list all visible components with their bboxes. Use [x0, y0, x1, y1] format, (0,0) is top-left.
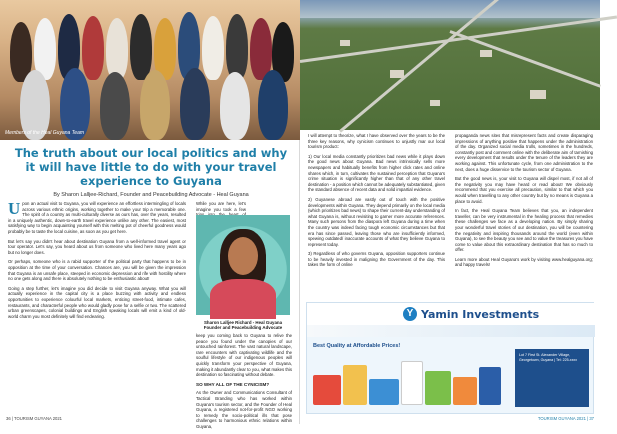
author-portrait: [196, 215, 290, 315]
article-column-2: keep you coming back to Guyana to relive the peace you found under the canopies of our untouched rainforest. The vast natural landscape, rare encounters with captivating wildlife and the soulful lifestyle of our indigenous peoples will quickly transform your perspective of Guyana, making it abundantly clear to you, what makes this destination so fascinating without debate. SO WHY ALL OF THE CYNICISM? As the Owner and Communications Consultant of Tactical Branding who has worked within Guyana's tourism sector, and the Founder of Heal Guyana, a registered not-for-profit NGO working to remedy the socio-political ills that pose challenges to harmonious ethnic relations within Guyana,: [196, 333, 293, 429]
ad-logo: Yamin Investments: [421, 308, 540, 321]
aerial-photo: [300, 0, 600, 130]
ad-tagline: Best Quality at Affordable Prices!: [313, 343, 401, 349]
page-footer-right: TOURISM GUYANA 2021 | 37: [537, 416, 594, 421]
article-headline: The truth about our local politics and why it will have little to do with your travel experience to Guyana: [14, 146, 288, 188]
right-page: [300, 0, 600, 424]
yamin-logo-icon: Y: [403, 307, 417, 321]
article-column-3: I will attempt to theorize, what I have observed over the years to be the three key reasons, why cynicism continues to unjustly mar our local tourism product: 1) Our local media constantly prioritizes bad news while it plays down the good news about Guyana. Bad news intrinsically sells more newspapers and habitually benefits from higher click rates and online shares which, in turn, cultivates the sustained perception that Guyana's crime situation is significantly higher than that of any other travel destination - a position which cannot be adequately substantiated, given the standard absence of recent data and solid impartial evidence. 2) Guyanese abroad are vastly out of touch with the positive developments within Guyana. They depend primarily on the local media (which prioritizes bad news) to shape their current-day understanding of what Guyana is, without revisiting to garner more accurate references. Many such persons from the diaspora left Guyana during a time when the country was indeed facing tough economic circumstances but that era has since passed, leaving those who are insufficiently informed, spewing outdated/ inaccurate accounts of what they believe Guyana to represent today. 3) Regardless of who governs Guyana, opposition supporters continue to be heavily invested in maligning the Government of the day. This takes the form of online: [308, 133, 445, 268]
left-page: [0, 0, 300, 429]
article-column-1: Upon an actual visit to Guyana, you will experience an effortless intermingling of locals across various ethnic origins, working together to make your trip a memorable one. The spirit of a country as multi-culturally diverse as ours has, over the years, resulted in a uniquely authentic, down-to-earth travel experience unlike any other. The easiest, most satisfying way to begin acquainting yourself with this melting pot of cheerful goodness would probably be to taste the local cuisine, as soon as you get here. But let's say you didn't hear about destination Guyana from a well-informed travel agent or tour operator. Let's say, you heard about us from someone who lived here many years ago but no longer does. Or perhaps, someone who is a rabid supporter of the political party that happens to be in opposition at the time of your conversation. Chances are, you will be given the impression that Guyana is an unsafe place, steeped in economic depression and rife with hostility where no one gets along and there is absolutely nothing to be enthusiastic about! Going a step further, let's imagine you did decide to visit Guyana anyway. What you will actually experience in the capital city is a place buzzing with activity and endless opportunities to experience colourful local markets, enticing street-food, intimate cafes, restaurants, and characterful people who would gladly pose for a selfie or two. The scattered urban greenscapes, colonial buildings and English speaking locals will emit a kind of old-world charm you most definitely will find endearing.: [8, 199, 186, 319]
byline: By Sharon Lalljee-Richard, Founder and Peacebuilding Advocate - Heal Guyana: [53, 192, 249, 198]
article-column-2-top: While you are here, let's imagine you took a few: [196, 201, 246, 212]
subheading: SO WHY ALL OF THE CYNICISM?: [196, 381, 270, 387]
ad-contact-info: Lot 7 First St. Alexander Village, Georgetown, Guyana | Tel: 225-xxxx: [515, 349, 589, 407]
ad-products: [313, 353, 503, 405]
drop-cap: U: [8, 199, 21, 218]
group-photo: [0, 0, 300, 140]
page-footer-left: 36 | TOURISM GUYANA 2021: [6, 416, 63, 421]
portrait-caption: Sharon Lalljee Richard - Heal Guyana Founder and Peacebuilding Advocate: [203, 320, 283, 331]
yamin-investments-ad[interactable]: [306, 302, 594, 414]
article-column-4: propaganda news sites that misrepresent facts and create disparaging impressions of anything positive that happens under the administration of the day. Organized social media trolls, sometimes in the hundreds, constantly post and comment online with the deliberate aim of tarnishing every development that results under the tenure of the leaders they are working against. This unfortunate cycle, from one administration to the next, does a huge disservice to the tourism sector of Guyana. But the good news is, your visit to Guyana will dispel most, if not all of the negativity you may have heard or read about! We obviously recommend that you exercise all precaution, similar to that which you would when travelling to any other country but by no means is Guyana a place to avoid. In fact, the Heal Guyana Team believes that you, an independent traveller, can be very instrumental in the healing process that remedies these challenges we face as a developing nation. By simply sharing your wonderful travel stories of our destination, you will be countering the negativity and inspiring thousands around the world (even within Guyana), to see the beauty you see and to value the treasures you have come to value about this extraordinary destination that has so much to offer. Learn more about Heal Guyana's work by visiting www.healguyana.org; and happy travels!: [455, 133, 593, 268]
photo-caption: Members of the Heal Guyana Team: [5, 130, 85, 136]
